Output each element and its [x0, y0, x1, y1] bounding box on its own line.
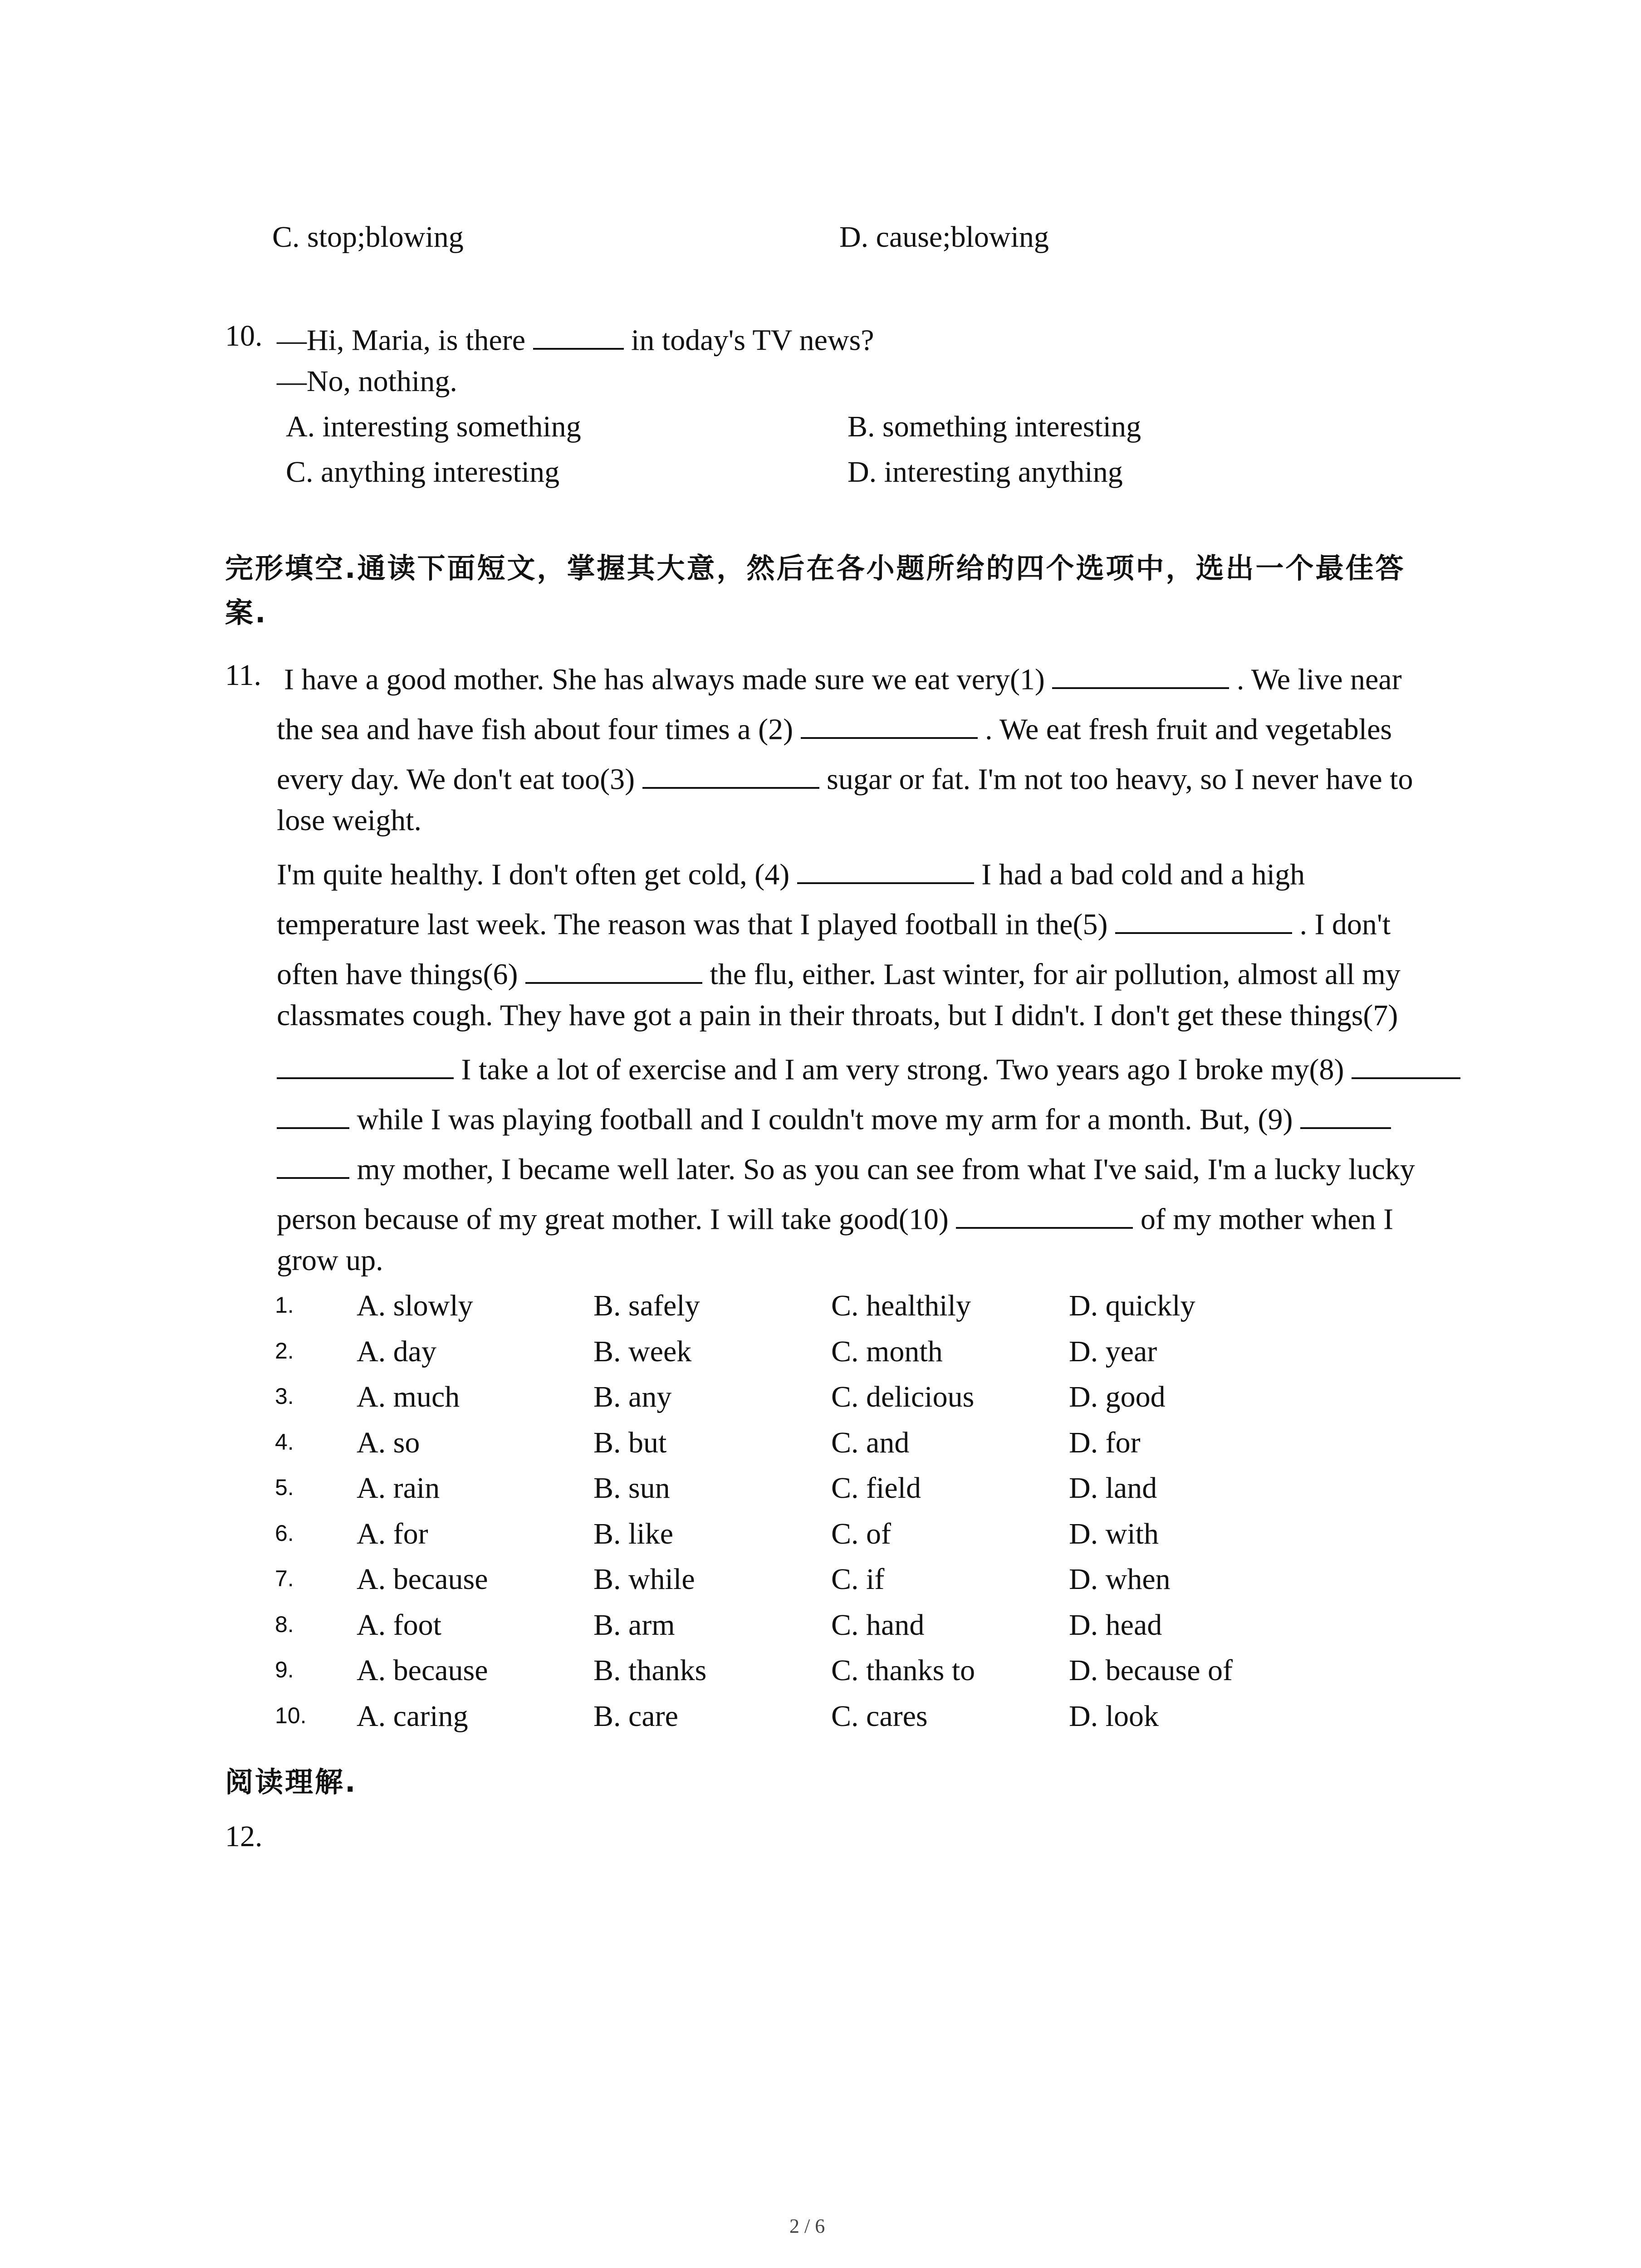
- passage-text: the flu, either. Last winter, for air pollution, almost all my: [710, 958, 1401, 991]
- passage-text: every day. We don't eat too(3): [277, 763, 635, 796]
- passage-line-3: [277, 760, 1413, 794]
- choice-option-d: D. for: [1069, 1426, 1141, 1459]
- q10-number: 10.: [225, 319, 263, 352]
- choice-option-b: B. care: [593, 1699, 678, 1733]
- q10-option-a: A. interesting something: [286, 410, 581, 443]
- choice-option-b: B. any: [593, 1380, 672, 1413]
- choice-option-b: B. thanks: [593, 1654, 707, 1687]
- choice-option-a: A. caring: [357, 1699, 468, 1733]
- passage-line-4: lose weight.: [277, 804, 421, 837]
- passage-line-13: grow up.: [277, 1244, 383, 1277]
- passage-text: . We live near: [1236, 663, 1402, 696]
- choice-number: 1.: [275, 1292, 294, 1318]
- passage-text: I had a bad cold and a high: [981, 858, 1305, 891]
- choice-option-d: D. because of: [1069, 1654, 1233, 1687]
- choice-option-b: B. week: [593, 1334, 692, 1368]
- q10-option-c: C. anything interesting: [286, 455, 560, 489]
- page-number: 2 / 6: [789, 2215, 825, 2237]
- passage-line-1: [284, 660, 1402, 694]
- choice-number: 8.: [275, 1611, 294, 1637]
- passage-text: temperature last week. The reason was that I played football in the(5): [277, 908, 1108, 941]
- passage-line-2: [277, 710, 1392, 744]
- answer-blank: [642, 760, 819, 789]
- passage-text: of my mother when I: [1140, 1202, 1394, 1236]
- answer-blank: [801, 710, 978, 739]
- choice-number: 9.: [275, 1657, 294, 1682]
- choice-option-a: A. so: [357, 1426, 420, 1459]
- choice-option-d: D. with: [1069, 1517, 1159, 1550]
- passage-line-9: [277, 1051, 1460, 1085]
- answer-blank: [956, 1200, 1133, 1229]
- choice-option-d: D. year: [1069, 1334, 1157, 1368]
- q10-stem-after: in today's TV news?: [631, 323, 874, 357]
- passage-text: . We eat fresh fruit and vegetables: [985, 713, 1392, 746]
- choice-option-c: C. if: [831, 1563, 885, 1596]
- choice-option-c: C. field: [831, 1471, 921, 1505]
- choice-number: 6.: [275, 1520, 294, 1546]
- passage-text: my mother, I became well later. So as you can see from what I've said, I'm a lucky lucky: [357, 1153, 1415, 1186]
- choice-number: 10.: [275, 1702, 307, 1728]
- q10-option-d: D. interesting anything: [847, 455, 1123, 489]
- q10-stem-before: —Hi, Maria, is there: [277, 323, 526, 357]
- choice-number: 5.: [275, 1475, 294, 1500]
- choice-option-c: C. thanks to: [831, 1654, 975, 1687]
- choice-option-a: A. rain: [357, 1471, 440, 1505]
- passage-text: person because of my great mother. I will take good(10): [277, 1202, 949, 1236]
- passage-text: while I was playing football and I couldn't move my arm for a month. But, (9): [357, 1103, 1293, 1136]
- choice-option-d: D. look: [1069, 1699, 1159, 1733]
- choice-option-c: C. cares: [831, 1699, 928, 1733]
- choice-option-a: A. much: [357, 1380, 460, 1413]
- answer-blank: [1352, 1051, 1460, 1079]
- answer-blank: [797, 855, 974, 884]
- choice-option-c: C. month: [831, 1334, 943, 1368]
- choice-option-d: D. land: [1069, 1471, 1157, 1505]
- passage-text: I take a lot of exercise and I am very strong. Two years ago I broke my(8): [461, 1053, 1344, 1086]
- reading-heading: 阅读理解.: [225, 1765, 358, 1799]
- cloze-heading-line2: 案.: [225, 596, 268, 629]
- q10-stem: [277, 321, 874, 355]
- choice-option-a: A. because: [357, 1563, 488, 1596]
- passage-text: I have a good mother. She has always made sure we eat very(1): [284, 663, 1045, 696]
- answer-blank: [525, 955, 702, 984]
- choice-option-b: B. safely: [593, 1289, 700, 1322]
- cloze-heading-line1: 完形填空.通读下面短文，掌握其大意，然后在各小题所给的四个选项中，选出一个最佳答: [225, 552, 1406, 585]
- q10-option-b: B. something interesting: [847, 410, 1141, 443]
- choice-option-a: A. foot: [357, 1608, 441, 1642]
- q12-number: 12.: [225, 1820, 263, 1853]
- passage-line-7: [277, 955, 1401, 989]
- choice-option-c: C. and: [831, 1426, 910, 1459]
- choice-option-a: A. slowly: [357, 1289, 473, 1322]
- passage-text: often have things(6): [277, 958, 518, 991]
- passage-line-12: [277, 1200, 1393, 1234]
- choice-number: 4.: [275, 1429, 294, 1455]
- passage-line-8: classmates cough. They have got a pain in their throats, but I didn't. I don't get these things(7): [277, 999, 1398, 1032]
- choice-number: 7.: [275, 1566, 294, 1591]
- answer-blank: [1300, 1100, 1391, 1129]
- choice-option-b: B. but: [593, 1426, 667, 1459]
- choice-number: 3.: [275, 1383, 294, 1409]
- choice-option-c: C. hand: [831, 1608, 925, 1642]
- choice-option-d: D. quickly: [1069, 1289, 1195, 1322]
- q11-number: 11.: [225, 659, 262, 692]
- passage-line-11: [277, 1150, 1415, 1184]
- answer-blank: [533, 321, 624, 350]
- passage-line-5: [277, 855, 1305, 890]
- choice-option-a: A. day: [357, 1334, 436, 1368]
- passage-text: the sea and have fish about four times a (2): [277, 713, 794, 746]
- choice-option-a: A. for: [357, 1517, 428, 1550]
- choice-option-a: A. because: [357, 1654, 488, 1687]
- passage-line-6: [277, 905, 1391, 939]
- passage-text: . I don't: [1299, 908, 1391, 941]
- passage-line-10: [277, 1100, 1391, 1134]
- choice-option-d: D. head: [1069, 1608, 1162, 1642]
- choice-option-c: C. of: [831, 1517, 891, 1550]
- choice-option-d: D. when: [1069, 1563, 1171, 1596]
- q9-option-d: D. cause;blowing: [839, 220, 1049, 254]
- q9-option-c: C. stop;blowing: [272, 220, 464, 254]
- q10-reply: —No, nothing.: [277, 365, 457, 398]
- answer-blank: [1052, 660, 1229, 689]
- choice-option-b: B. while: [593, 1563, 695, 1596]
- answer-blank: [277, 1051, 454, 1079]
- passage-text: I'm quite healthy. I don't often get cold, (4): [277, 858, 790, 891]
- passage-text: sugar or fat. I'm not too heavy, so I never have to: [827, 763, 1413, 796]
- answer-blank: [1115, 905, 1292, 934]
- choice-option-d: D. good: [1069, 1380, 1166, 1413]
- choice-option-b: B. like: [593, 1517, 673, 1550]
- answer-blank: [277, 1100, 349, 1129]
- answer-blank: [277, 1150, 349, 1179]
- choice-number: 2.: [275, 1338, 294, 1364]
- choice-option-b: B. arm: [593, 1608, 675, 1642]
- choice-option-b: B. sun: [593, 1471, 670, 1505]
- choice-option-c: C. healthily: [831, 1289, 971, 1322]
- choice-option-c: C. delicious: [831, 1380, 975, 1413]
